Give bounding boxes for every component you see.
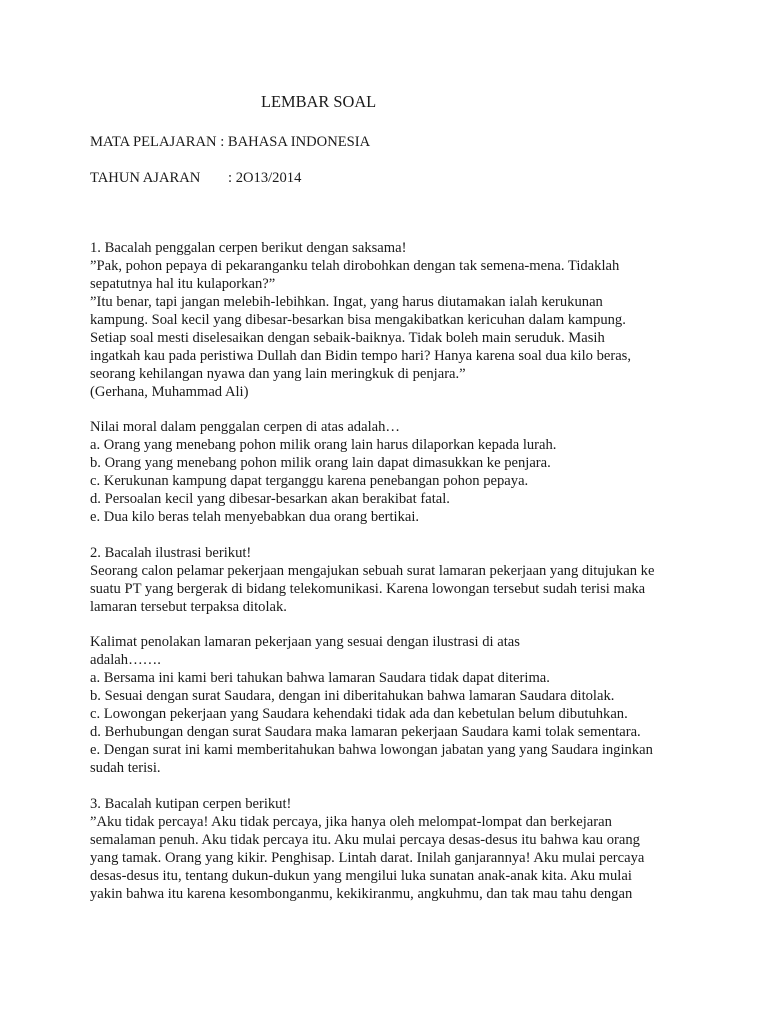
q1-option-d: d. Persoalan kecil yang dibesar-besarkan akan berakibat fatal. [90, 491, 450, 507]
q1-source: (Gerhana, Muhammad Ali) [90, 384, 249, 400]
year-label: TAHUN AJARAN [90, 170, 201, 186]
q1-passage-line: ”Itu benar, tapi jangan melebih-lebihkan. Ingat, yang harus diutamakan ialah kerukunan [90, 294, 603, 310]
q2-option-a: a. Bersama ini kami beri tahukan bahwa lamaran Saudara tidak dapat diterima. [90, 670, 550, 686]
q2-question-line: Kalimat penolakan lamaran pekerjaan yang sesuai dengan ilustrasi di atas [90, 634, 520, 650]
page-title: LEMBAR SOAL [261, 92, 377, 111]
q1-prompt: 1. Bacalah penggalan cerpen berikut dengan saksama! [90, 240, 407, 256]
q1-passage-line: Setiap soal mesti diselesaikan dengan sebaik-baiknya. Tidak boleh main seruduk. Masih [90, 330, 605, 346]
q1-option-c: c. Kerukunan kampung dapat terganggu karena penebangan pohon pepaya. [90, 473, 529, 489]
q1-option-b: b. Orang yang menebang pohon milik orang lain dapat dimasukkan ke penjara. [90, 455, 551, 471]
q2-passage-line: lamaran tersebut terpaksa ditolak. [90, 599, 287, 615]
q1-passage-line: sepatutnya hal itu kulaporkan?” [90, 276, 276, 292]
q2-option-d: d. Berhubungan dengan surat Saudara maka lamaran pekerjaan Saudara kami tolak sementara. [90, 724, 641, 740]
q2-question-line: adalah……. [90, 652, 161, 668]
subject-line: MATA PELAJARAN : BAHASA INDONESIA [90, 134, 371, 150]
q3-prompt: 3. Bacalah kutipan cerpen berikut! [90, 796, 292, 812]
q1-option-e: e. Dua kilo beras telah menyebabkan dua orang bertikai. [90, 509, 420, 525]
q2-option-b: b. Sesuai dengan surat Saudara, dengan ini diberitahukan bahwa lamaran Saudara ditolak. [90, 688, 615, 704]
q1-passage-line: ingatkah kau pada peristiwa Dullah dan Bidin tempo hari? Hanya karena soal dua kilo beras, [90, 348, 632, 364]
q2-passage-line: suatu PT yang bergerak di bidang telekomunikasi. Karena lowongan tersebut sudah terisi maka [90, 581, 646, 597]
q3-passage-line: ”Aku tidak percaya! Aku tidak percaya, jika hanya oleh melompat-lompat dan berkejaran [90, 814, 612, 830]
q3-passage-line: desas-desus itu, tentang dukun-dukun yang mengilui luka sunatan anak-anak kita. Aku mulai [90, 868, 632, 884]
q3-passage-line: yang tamak. Orang yang kikir. Penghisap. Lintah darat. Inilah ganjarannya! Aku mulai percaya [90, 850, 645, 866]
q3-passage-line: semalaman penuh. Aku tidak percaya itu. Aku mulai percaya desas-desus itu bahwa kau orang [90, 832, 640, 848]
q1-passage-line: kampung. Soal kecil yang dibesar-besarkan bisa mengakibatkan kericuhan dalam kampung. [90, 312, 626, 328]
q2-prompt: 2. Bacalah ilustrasi berikut! [90, 545, 252, 561]
q2-option-e-cont: sudah terisi. [90, 760, 161, 776]
q1-passage-line: seorang kehilangan nyawa dan yang lain meringkuk di penjara.” [90, 366, 466, 382]
q2-option-e: e. Dengan surat ini kami memberitahukan bahwa lowongan jabatan yang yang Saudara inginkan [90, 742, 653, 758]
q1-option-a: a. Orang yang menebang pohon milik orang lain harus dilaporkan kepada lurah. [90, 437, 557, 453]
q2-passage-line: Seorang calon pelamar pekerjaan mengajukan sebuah surat lamaran pekerjaan yang ditujukan ke [90, 563, 655, 579]
year-value: : 2O13/2014 [228, 170, 302, 186]
q3-passage-line: yakin bahwa itu karena kesombonganmu, kekikiranmu, angkuhmu, dan tak mau tahu dengan [90, 886, 633, 902]
year-line [90, 169, 490, 187]
q1-question: Nilai moral dalam penggalan cerpen di atas adalah… [90, 419, 400, 435]
q1-passage-line: ”Pak, pohon pepaya di pekaranganku telah dirobohkan dengan tak semena-mena. Tidaklah [90, 258, 620, 274]
q2-option-c: c. Lowongan pekerjaan yang Saudara kehendaki tidak ada dan kebetulan belum dibutuhkan. [90, 706, 628, 722]
